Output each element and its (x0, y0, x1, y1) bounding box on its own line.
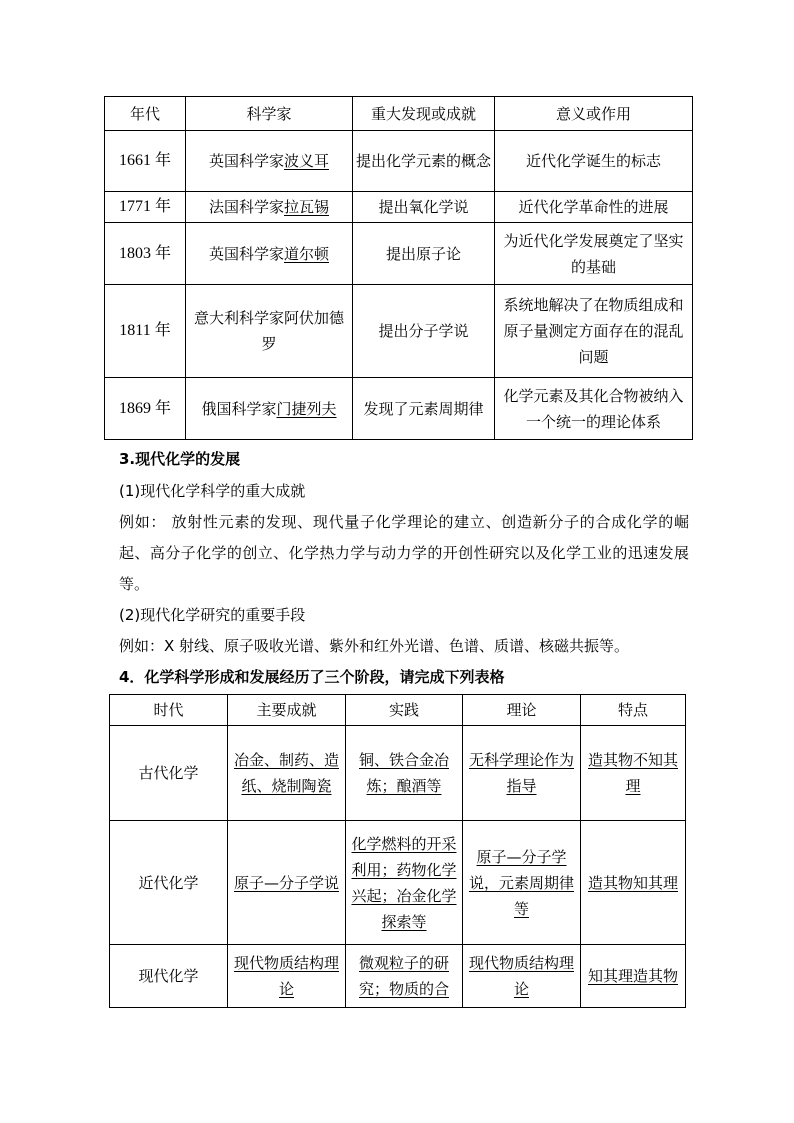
theory-cell (463, 945, 581, 1008)
scientist-cell (186, 378, 353, 440)
answer-text: 现代物质结构理论 (233, 954, 339, 998)
header-era: 时代 (110, 695, 228, 726)
scientist-cell (186, 192, 353, 223)
scientists-table (104, 96, 693, 440)
meaning-cell: 近代化学革命性的进展 (495, 192, 693, 223)
scientist-prefix: 法国科学家 (208, 198, 284, 216)
header-scientist: 科学家 (186, 97, 353, 131)
header-feature: 特点 (581, 695, 686, 726)
answer-text: 知其理造其物 (587, 967, 678, 985)
theory-cell (463, 821, 581, 945)
meaning-cell: 化学元素及其化合物被纳入一个统一的理论体系 (495, 378, 693, 440)
header-meaning: 意义或作用 (495, 97, 693, 131)
header-practice: 实践 (346, 695, 463, 726)
achievement-cell: 发现了元素周期律 (353, 378, 495, 440)
year-cell: 1803 年 (105, 223, 186, 285)
era-cell: 古代化学 (110, 726, 228, 821)
scientist-prefix: 英国科学家 (208, 152, 284, 170)
scientist-cell (186, 285, 353, 378)
feature-cell (581, 945, 686, 1008)
era-cell: 近代化学 (110, 821, 228, 945)
achievement-cell (228, 726, 346, 821)
feature-cell (581, 726, 686, 821)
header-main-achievement: 主要成就 (228, 695, 346, 726)
header-achievement: 重大发现或成就 (353, 97, 495, 131)
achievement-cell: 提出氧化学说 (353, 192, 495, 223)
answer-text: 造其物知其理 (587, 873, 678, 892)
answer-text: 造其物不知其理 (587, 751, 678, 795)
table-row (105, 378, 693, 440)
scientist-name: 拉瓦锡 (284, 198, 330, 216)
theory-cell (463, 726, 581, 821)
achievement-cell (228, 821, 346, 945)
answer-text: 现代物质结构理论 (468, 954, 574, 998)
achievement-cell (228, 945, 346, 1008)
scientist-prefix: 英国科学家 (208, 244, 284, 263)
scientist-name: 波义耳 (284, 152, 330, 170)
scientist-name: 门捷列夫 (276, 399, 337, 418)
scientist-name: 道尔顿 (284, 244, 330, 263)
answer-text: 微观粒子的研究；物质的合 (358, 954, 449, 998)
header-theory: 理论 (463, 695, 581, 726)
practice-cell (346, 821, 463, 945)
chemistry-stages-table (109, 694, 686, 1008)
achievement-cell: 提出分子学说 (353, 285, 495, 378)
header-era: 年代 (105, 97, 186, 131)
section3-sub1: (1)现代化学科学的重大成就 (119, 482, 306, 500)
answer-text: 原子—分子学说，元素周期律等 (468, 847, 574, 918)
table-header-row (110, 695, 686, 726)
section3-sub2: (2)现代化学研究的重要手段 (119, 606, 306, 624)
table-row (105, 223, 693, 285)
scientist-prefix: 俄国科学家 (201, 399, 277, 418)
answer-text: 原子—分子学说 (233, 873, 339, 892)
year-cell: 1811 年 (105, 285, 186, 378)
table-row (110, 945, 686, 1008)
table-row (105, 131, 693, 192)
table-row (110, 726, 686, 821)
meaning-cell: 为近代化学发展奠定了坚实的基础 (495, 223, 693, 285)
answer-text: 无科学理论作为指导 (468, 751, 574, 795)
year-cell: 1869 年 (105, 378, 186, 440)
answer-text: 铜、铁合金冶炼；酿酒等 (358, 751, 449, 795)
meaning-cell: 系统地解决了在物质组成和原子量测定方面存在的混乱问题 (495, 285, 693, 378)
achievement-cell: 提出化学元素的概念 (353, 131, 495, 192)
scientist-cell (186, 131, 353, 192)
year-cell: 1661 年 (105, 131, 186, 192)
scientist-cell (186, 223, 353, 285)
feature-cell (581, 821, 686, 945)
practice-cell (346, 945, 463, 1008)
section3-title: 3.现代化学的发展 (119, 450, 241, 468)
answer-text: 化学燃料的开采利用；药物化学兴起；冶金化学探索等 (351, 834, 457, 931)
section3-example2: 例如：X 射线、原子吸收光谱、紫外和红外光谱、色谱、质谱、核磁共振等。 (119, 637, 630, 655)
table-row (110, 821, 686, 945)
section3-example1: 例如： 放射性元素的发现、现代量子化学理论的建立、创造新分子的合成化学的崛起、高分子化学的创立、化学热力学与动力学的开创性研究以及化学工业的迅速发展等。 (119, 513, 689, 593)
section4-title: 4．化学科学形成和发展经历了三个阶段，请完成下列表格 (119, 668, 505, 686)
table-row (105, 192, 693, 223)
table-row (105, 285, 693, 378)
achievement-cell: 提出原子论 (353, 223, 495, 285)
year-cell: 1771 年 (105, 192, 186, 223)
era-cell: 现代化学 (110, 945, 228, 1008)
answer-text: 冶金、制药、造纸、烧制陶瓷 (233, 751, 339, 795)
practice-cell (346, 726, 463, 821)
table-header-row (105, 97, 693, 131)
meaning-cell: 近代化学诞生的标志 (495, 131, 693, 192)
scientist-prefix: 意大利科学家阿伏加德罗 (193, 309, 344, 353)
